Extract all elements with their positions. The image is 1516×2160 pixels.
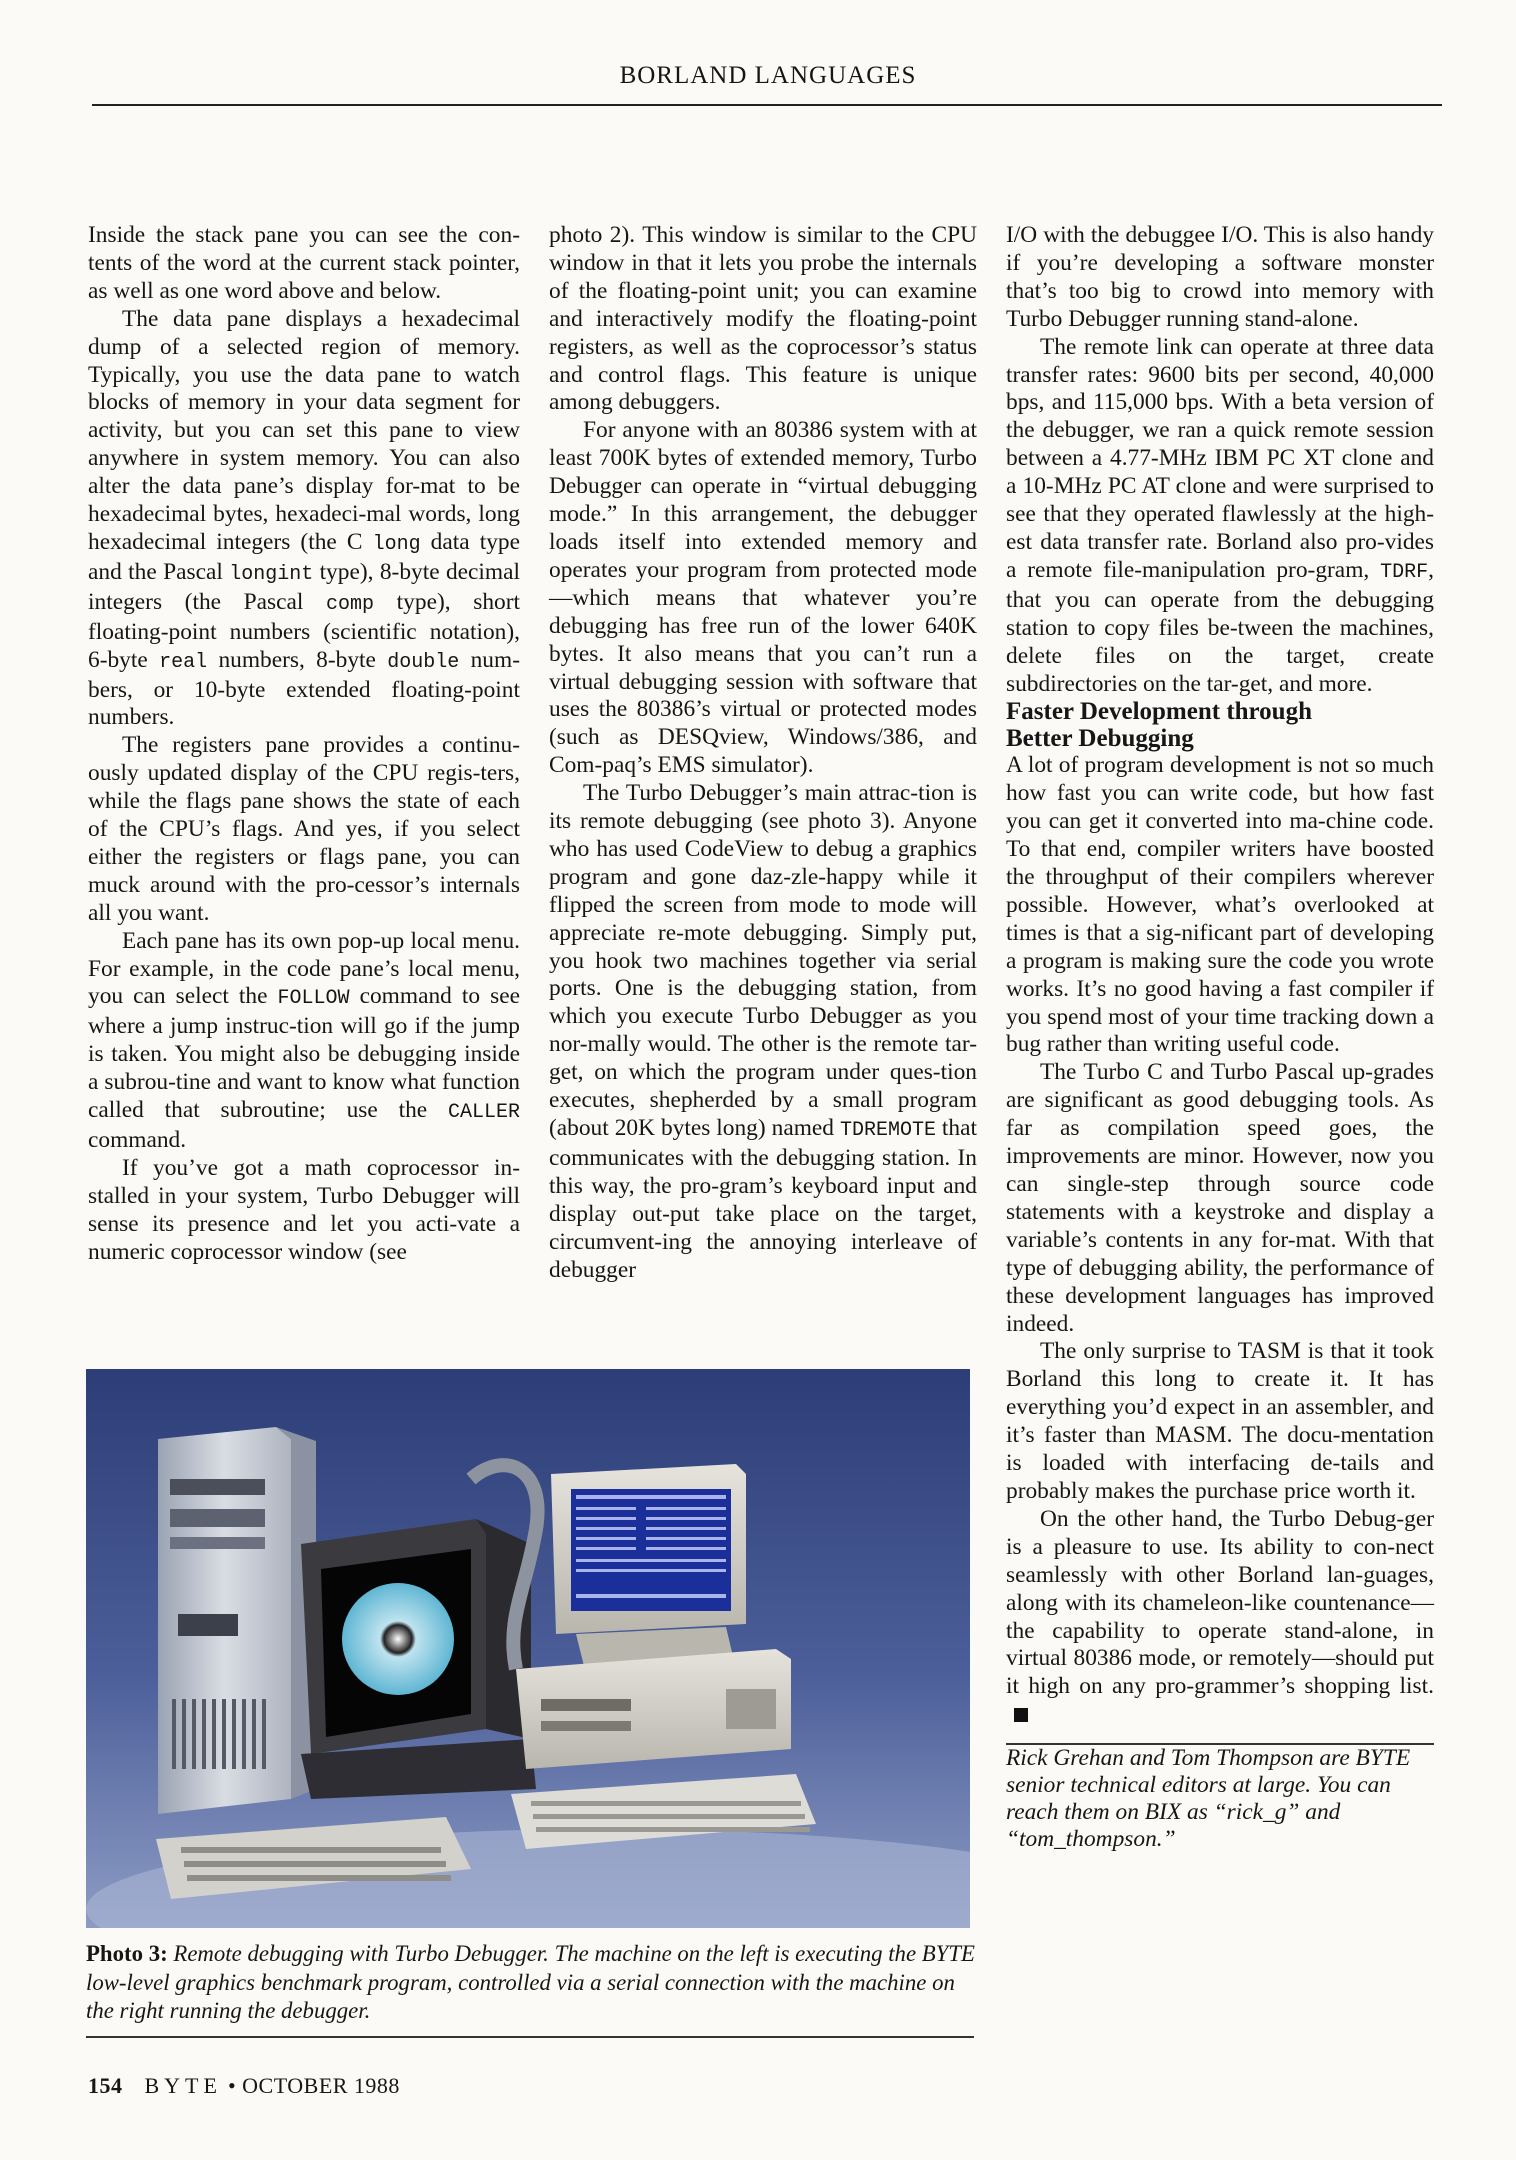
paragraph: On the other hand, the Turbo Debug-ger is a pleasure to use. Its ability to con-nect seamlessly with other Borland lan-guages, along with its chameleon-like countenance—the capability to operate stand-alone, in virtual 80386 mode, or remotely—should put it high on any pro-grammer’s shopping list. [1006, 1506, 1434, 1729]
issue-date: OCTOBER 1988 [242, 2073, 400, 2098]
paragraph: For anyone with an 80386 system with at least 700K bytes of extended memory, Turbo Debugger can operate in “virtual debugging mode.” In this arrangement, the debugger loads itself into extended memory and operates your program from protected mode—which means that whatever you’re debugging has free run of the lower 640K bytes. It also means that you can’t run a virtual debugging session with software that uses the 80386’s virtual or protected modes (such as DESQview, Windows/386, and Com-paq’s EMS simulator). [549, 417, 977, 779]
running-head: BORLAND LANGUAGES [619, 62, 917, 89]
tower-computer [158, 1427, 316, 1814]
caption-rule [86, 2036, 974, 2038]
desktop-system-unit [516, 1649, 791, 1769]
article-column-2 [549, 222, 977, 1284]
article-column-3 [1006, 222, 1434, 1853]
paragraph: The data pane displays a hexadecimal dump of a selected region of memory. Typically, you use the data pane to watch blocks of memory in your data segment for activity, but you can set this pane to view anywhere in system memory. You can also alter the data pane’s display for-mat to be hexadecimal bytes, hexadeci-mal words, long hexadecimal integers (the C long data type and the Pascal longint type), 8-byte decimal integers (the Pascal comp type), short floating-point numbers (scientific notation), 6-byte real numbers, 8-byte double num-bers, or 10-byte extended floating-point numbers. [88, 305, 520, 731]
code-term: FOLLOW [277, 987, 350, 1011]
author-byline: Rick Grehan and Tom Thompson are BYTE senior technical editors at large. You can reach them on BIX as “rick_g” and “tom_thompson.” [1006, 1745, 1411, 1853]
paragraph: The registers pane provides a continu-ously updated display of the CPU regis-ters, while the flags pane shows the state of each of the CPU’s flags. And yes, if you select either the registers or flags pane, you can muck around with the pro-cessor’s internals all you want. [88, 732, 520, 926]
paragraph: The Turbo C and Turbo Pascal up-grades are significant as good debugging tools. As far as compilation speed goes, the improvements are minor. However, now you can single-step through source code statements with a keystroke and display a variable’s contents in any for-mat. With that type of debugging ability, the performance of these development languages has improved indeed. [1006, 1059, 1434, 1337]
header-rule [92, 104, 1442, 106]
code-term: longint [229, 562, 314, 586]
code-term: real [159, 650, 208, 674]
paragraph: The Turbo Debugger’s main attrac-tion is its remote debugging (see photo 3). Anyone who has used CodeView to debug a graphics program and gone daz-zle-happy while it flipped the screen from mode to mode will appreciate re-mote debugging. Simply put, you hook two machines together via serial ports. One is the debugging station, from which you execute Turbo Debugger as you nor-mally would. The other is the remote tar-get, on which the program under ques-tion executes, shepherded by a small program (about 20K bytes long) named TDREMOTE that communicates with the debugging station. In this way, the pro-gram’s keyboard input and display out-put take place on the target, circumvent-ing the annoying interleave of debugger [549, 780, 977, 1283]
computers-photo-illustration [86, 1369, 970, 1928]
caption-text: Remote debugging with Turbo Debugger. The machine on the left is executing the BYTE low-level graphics benchmark program, controlled via a serial connection with the machine on the right running the debugger. [86, 1941, 975, 2023]
paragraph: If you’ve got a math coprocessor in-stalled in your system, Turbo Debugger will sense its presence and let you acti-vate a numeric coprocessor window (see [88, 1154, 520, 1265]
paragraph: The remote link can operate at three data transfer rates: 9600 bits per second, 40,000 bps, and 115,000 bps. With a beta version of the debugger, we ran a quick remote session between a 4.77-MHz IBM PC XT clone and a 10-MHz PC AT clone and were surprised to see that they operated flawlessly at the high-est data transfer rate. Borland also pro-vides a remote file-manipulation pro-gram, TDRF, that you can operate from the debugging station to copy files be-tween the machines, delete files on the target, create subdirectories on the tar-get, and more. [1006, 333, 1434, 697]
magazine-name: BYTE [144, 2073, 222, 2098]
benchmark-disc-graphic [342, 1583, 454, 1695]
photo-caption [86, 1940, 976, 2026]
code-term: long [372, 532, 421, 556]
paragraph: A lot of program development is not so much how fast you can write code, but how fast you can get it converted into ma-chine code. To that end, compiler writers have boosted the throughput of their compilers wherever possible. However, what’s overlooked at times is that a sig-nificant part of developing a program is making sure the code you wrote works. It’s no good having a fast compiler if you spend most of your time tracking down a bug rather than writing useful code. [1006, 752, 1434, 1058]
page-number: 154 [88, 2073, 123, 2098]
page-footer [88, 2073, 400, 2099]
caption-label: Photo 3: [86, 1941, 168, 1966]
article-column-1 [88, 222, 520, 1267]
footer-separator: • [227, 2073, 237, 2098]
end-of-article-mark [1014, 1708, 1028, 1722]
debugger-monitor [551, 1464, 746, 1674]
paragraph: photo 2). This window is similar to the CPU window in that it lets you probe the internals of the floating-point unit; you can examine and interactively modify the floating-point registers, as well as the coprocessor’s status and control flags. This feature is unique among debuggers. [549, 222, 977, 416]
code-term: TDREMOTE [839, 1119, 936, 1142]
code-term: TDRF [1380, 560, 1429, 584]
code-term: comp [326, 592, 375, 616]
paragraph: Each pane has its own pop-up local menu. For example, in the code pane’s local menu, you can select the FOLLOW command to see where a jump instruc-tion will go if the jump is taken. You might also be debugging inside a subrou-tine and want to know what function called that subroutine; use the CALLER command. [88, 927, 520, 1153]
section-subhead: Faster Development through Better Debugging [1006, 698, 1312, 753]
code-term: double [387, 650, 460, 674]
code-term: CALLER [447, 1101, 520, 1125]
graphics-monitor [301, 1519, 536, 1799]
paragraph: The only surprise to TASM is that it took Borland this long to create it. It has everything you’d expect in an assembler, and it’s faster than MASM. The docu-mentation is loaded with interfacing de-tails and probably makes the purchase price worth it. [1006, 1338, 1434, 1504]
paragraph: Inside the stack pane you can see the con-tents of the word at the current stack pointer, as well as one word above and below. [88, 222, 520, 304]
paragraph: I/O with the debuggee I/O. This is also handy if you’re developing a software monster that’s too big to crowd into memory with Turbo Debugger running stand-alone. [1006, 222, 1434, 332]
article-photo [86, 1369, 970, 1928]
